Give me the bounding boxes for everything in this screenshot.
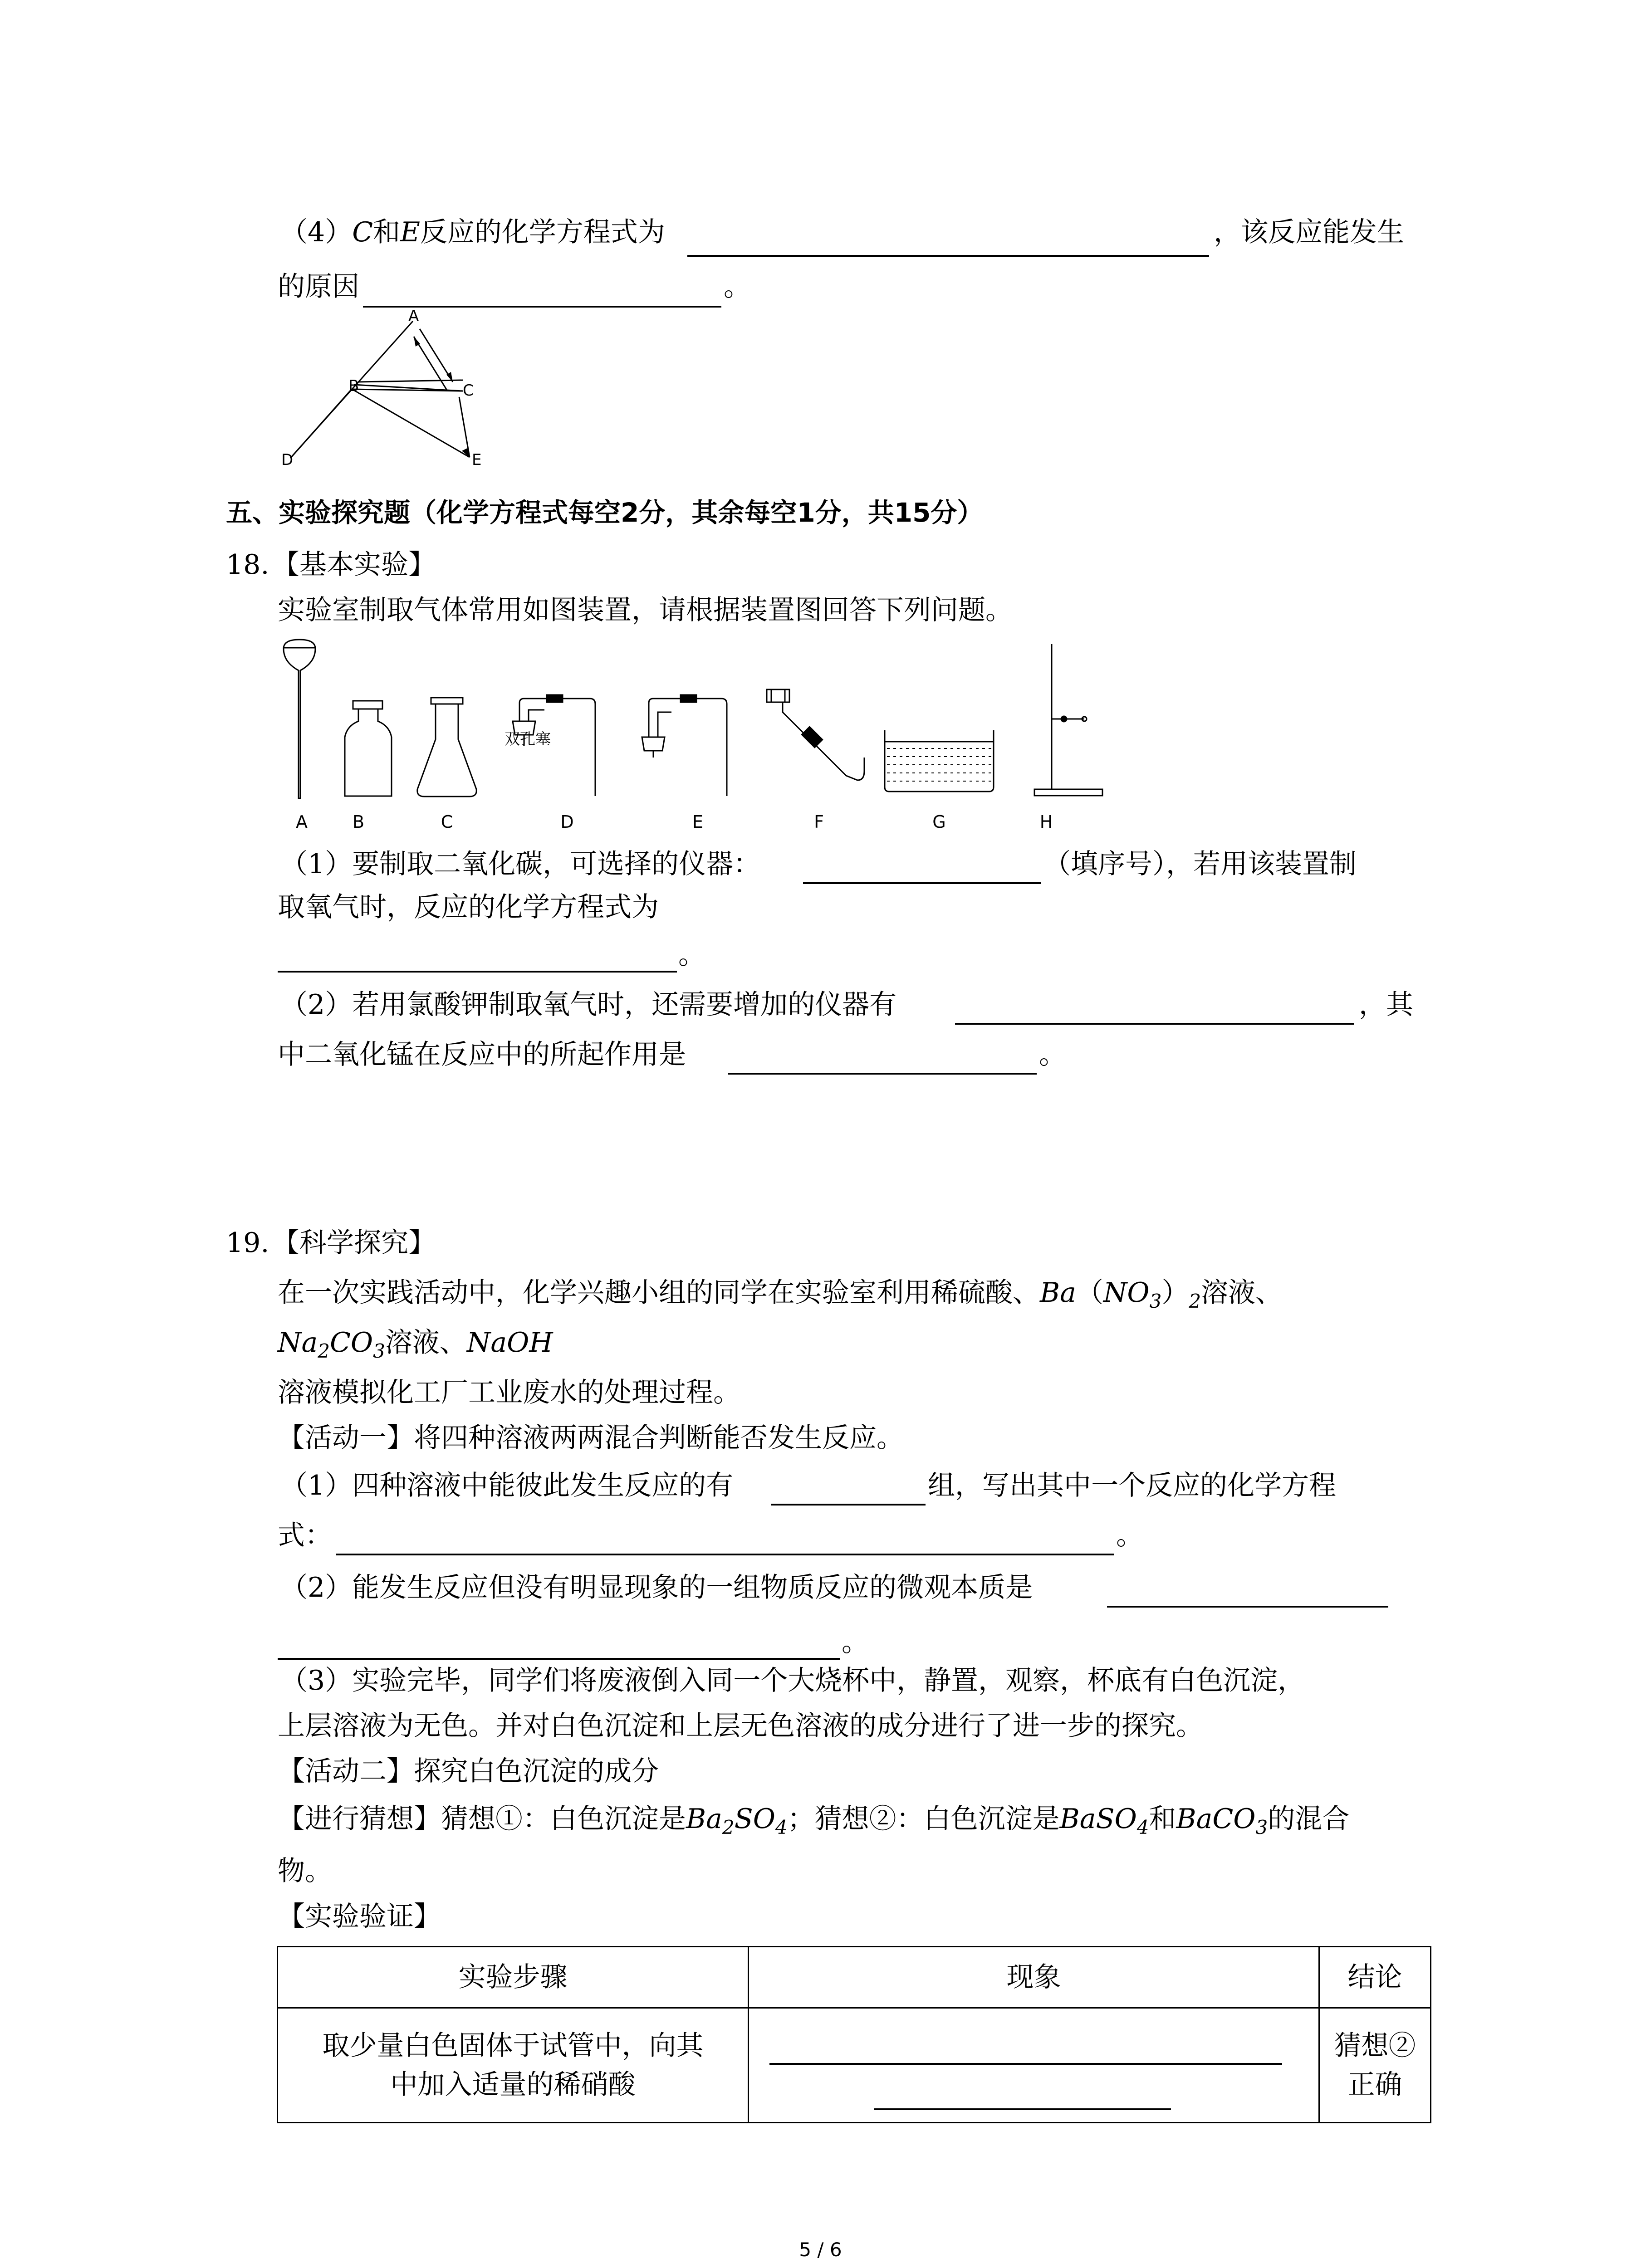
answer-blank[interactable] [955,1023,1354,1025]
header-phenomenon: 现象 [749,1947,1319,2008]
answer-blank[interactable] [803,882,1041,884]
apparatus-figure [272,635,1116,807]
conclusion-line1: 猜想② [1334,2030,1416,2062]
q19-p3-b: 上层溶液为无色。并对白色沉淀和上层无色溶液的成分进行了进一步的探究。 [278,1710,1203,1742]
period: 。 [1039,1039,1066,1070]
q4-line1-tail: ，该反应能发生 [1214,216,1404,248]
node-c: C [463,381,474,400]
q18-p1-c: 取氧气时，反应的化学方程式为 [278,891,659,923]
answer-blank[interactable] [874,2108,1171,2110]
label-h: H [1039,812,1053,832]
node-e: E [472,451,482,469]
section-title: 五、实验探究题（化学方程式每空2分，其余每空1分，共15分） [226,497,984,528]
reaction-diagram [272,308,526,472]
answer-blank[interactable] [769,2063,1282,2065]
answer-blank[interactable] [1107,1606,1388,1608]
label-f: F [814,812,824,832]
q18-p2-a: （2）若用氯酸钾制取氧气时，还需要增加的仪器有 [280,989,897,1021]
answer-blank[interactable] [278,1658,840,1660]
answer-blank[interactable] [687,255,1209,257]
q19-p1-b: 组，写出其中一个反应的化学方程 [928,1470,1336,1501]
cell-step [278,2008,749,2123]
q19-activity1: 【活动一】将四种溶液两两混合判断能否发生反应。 [278,1422,904,1454]
q19-guess-line2: 物。 [278,1855,332,1887]
answer-blank[interactable] [336,1554,1114,1555]
q18-intro: 实验室制取气体常用如图装置，请根据装置图回答下列问题。 [278,594,1013,626]
label-g: G [932,812,946,832]
cell-conclusion [1319,2008,1431,2123]
answer-blank[interactable] [363,306,721,308]
answer-blank[interactable] [771,1504,926,1505]
label-e: E [692,812,703,832]
gas-jar-icon [345,701,392,796]
header-step: 实验步骤 [278,1947,749,2008]
q19-activity2: 【活动二】探究白色沉淀的成分 [278,1755,659,1787]
q19-intro-line3: 溶液模拟化工厂工业废水的处理过程。 [278,1377,740,1408]
q18-number: 18. [226,549,269,581]
period: 。 [842,1626,869,1658]
delivery-tube-icon [767,689,864,780]
step-line1: 取少量白色固体于试管中，向其 [322,2030,704,2062]
q4-line2: 的原因 [278,271,359,303]
q19-intro-line1: 在一次实践活动中，化学兴趣小组的同学在实验室利用稀硫酸、$Ba(NO_3)_2$溶液、 [278,1277,1283,1312]
q19-p1-a: （1）四种溶液中能彼此发生反应的有 [280,1470,734,1501]
two-hole-stopper-tube-icon [642,695,727,796]
q18-p1-a: （1）要制取二氧化碳，可选择的仪器： [280,848,761,880]
q19-intro-line2: $Na_2CO_3$溶液、NaOH [278,1327,553,1362]
q19-heading: 【科学探究】 [272,1227,436,1259]
node-b: B [348,377,359,395]
table-row [278,2008,1431,2123]
experiment-table [277,1946,1431,2123]
q4-line1: （4）C和E反应的化学方程式为 [280,216,665,248]
period: 。 [724,271,751,303]
node-a: A [408,308,419,325]
stopper-label: 双孔塞 [505,730,551,748]
q18-p2-b: ，其 [1359,989,1413,1021]
iron-stand-icon [1034,644,1102,796]
q19-p2-a: （2）能发生反应但没有明显现象的一组物质反应的微观本质是 [280,1572,1033,1603]
period: 。 [678,939,705,971]
answer-blank[interactable] [278,971,677,973]
conical-flask-icon [417,698,476,797]
table-header-row [278,1947,1431,2008]
label-b: B [352,812,365,832]
water-trough-icon [885,730,994,792]
cell-phenomenon [749,2008,1319,2123]
q19-p3-a: （3）实验完毕，同学们将废液倒入同一个大烧杯中，静置，观察，杯底有白色沉淀， [280,1665,1305,1696]
label-a: A [296,812,308,832]
q19-number: 19. [226,1227,269,1259]
label-d: D [560,812,574,832]
conclusion-line2: 正确 [1347,2069,1402,2101]
node-d: D [281,451,294,469]
q18-p1-b: （填序号），若用该装置制 [1043,848,1357,880]
q19-verify: 【实验验证】 [278,1901,441,1932]
q18-heading: 【基本实验】 [272,549,436,581]
answer-blank[interactable] [728,1073,1037,1075]
q19-p1-c: 式： [278,1520,332,1551]
q19-guess-line1: 【进行猜想】猜想①：白色沉淀是$Ba_2SO_4$；猜想②：白色沉淀是BaSO$_4$和BaCO$_3$的混合 [278,1803,1350,1838]
period: 。 [1116,1520,1143,1551]
header-conclusion: 结论 [1319,1947,1431,2008]
label-c: C [441,812,453,832]
q18-p2-c: 中二氧化锰在反应中的所起作用是 [278,1039,686,1070]
funnel-icon [284,640,315,798]
page-number: 5 / 6 [799,2239,842,2261]
step-line2: 中加入适量的稀硝酸 [390,2069,636,2101]
